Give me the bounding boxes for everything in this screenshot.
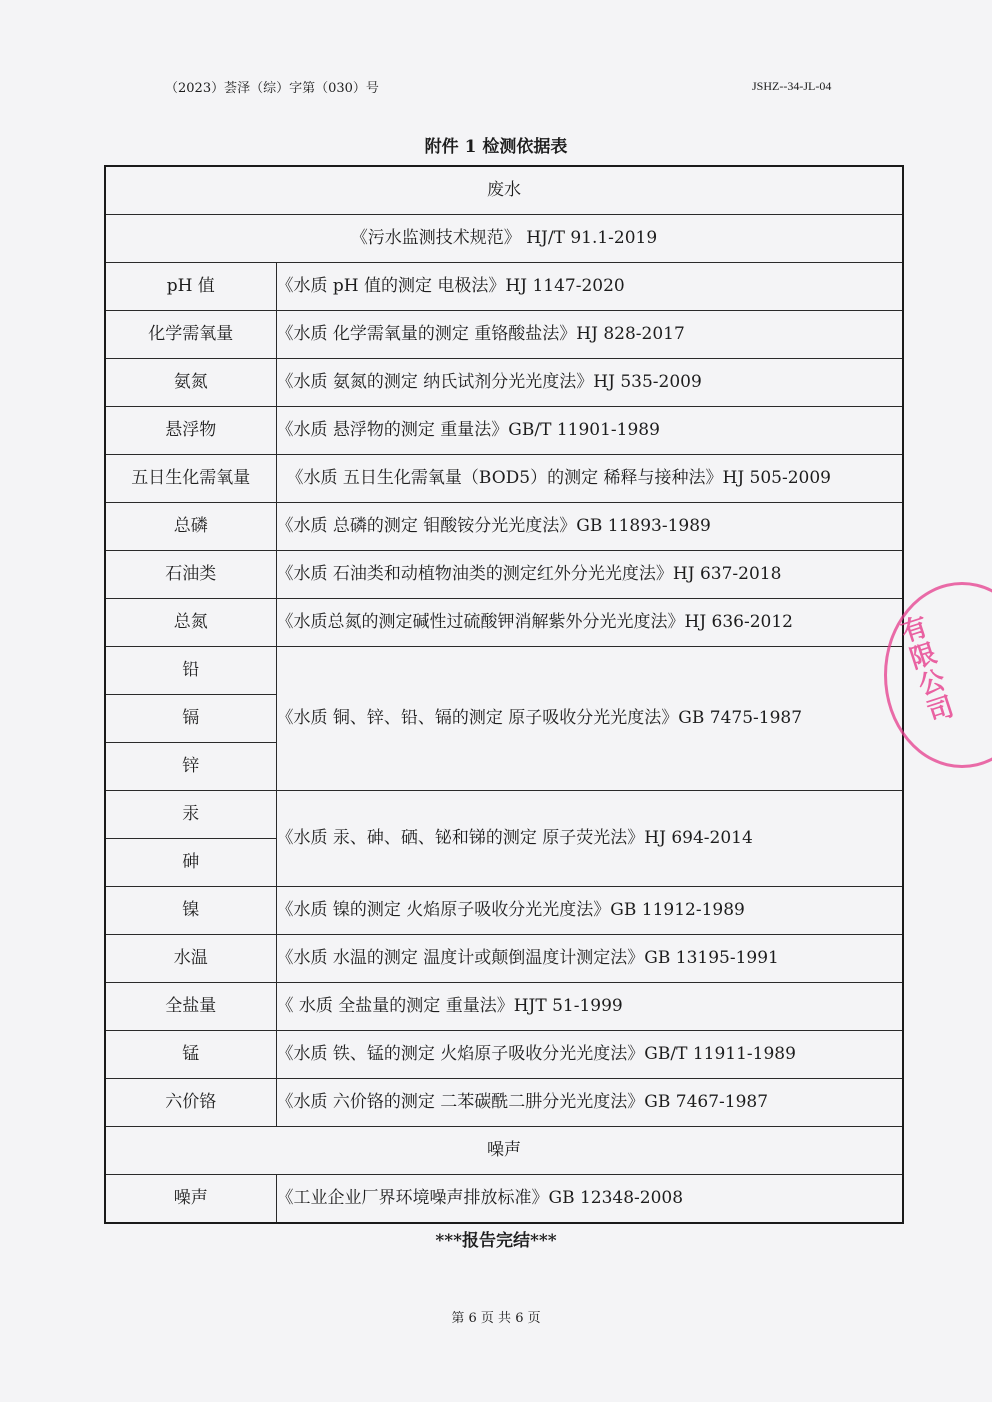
table-row bbox=[105, 887, 903, 935]
item-name: 噪声 bbox=[105, 1175, 276, 1224]
table-row bbox=[105, 311, 903, 359]
item-name: 化学需氧量 bbox=[105, 311, 276, 359]
table-row bbox=[105, 1175, 903, 1224]
method-standard: 《 水质 全盐量的测定 重量法》HJT 51-1999 bbox=[276, 983, 903, 1031]
item-name: 镍 bbox=[105, 887, 276, 935]
method-standard: 《水质 汞、砷、硒、铋和锑的测定 原子荧光法》HJ 694-2014 bbox=[276, 791, 903, 887]
item-name: 氨氮 bbox=[105, 359, 276, 407]
method-standard: 《水质 氨氮的测定 纳氏试剂分光光度法》HJ 535-2009 bbox=[276, 359, 903, 407]
item-name: 石油类 bbox=[105, 551, 276, 599]
item-name: 锰 bbox=[105, 1031, 276, 1079]
table-row bbox=[105, 407, 903, 455]
item-name: 铅 bbox=[105, 647, 276, 695]
section-label-noise: 噪声 bbox=[105, 1127, 903, 1175]
item-name: 水温 bbox=[105, 935, 276, 983]
table-row bbox=[105, 983, 903, 1031]
item-name: 锌 bbox=[105, 743, 276, 791]
item-name: 镉 bbox=[105, 695, 276, 743]
method-standard: 《水质 悬浮物的测定 重量法》GB/T 11901-1989 bbox=[276, 407, 903, 455]
report-number: （2023）荟泽（综）字第（030）号 bbox=[165, 81, 379, 96]
section-row-wastewater bbox=[105, 166, 903, 215]
table-row bbox=[105, 1031, 903, 1079]
method-standard: 《水质 五日生化需氧量（BOD5）的测定 稀释与接种法》HJ 505-2009 bbox=[276, 455, 903, 503]
table-row bbox=[105, 1079, 903, 1127]
item-name: 全盐量 bbox=[105, 983, 276, 1031]
method-standard: 《水质 铜、锌、铅、镉的测定 原子吸收分光光度法》GB 7475-1987 bbox=[276, 647, 903, 791]
method-standard: 《水质 总磷的测定 钼酸铵分光光度法》GB 11893-1989 bbox=[276, 503, 903, 551]
table-row bbox=[105, 791, 903, 839]
method-standard: 《水质 化学需氧量的测定 重铬酸盐法》HJ 828-2017 bbox=[276, 311, 903, 359]
table-row bbox=[105, 551, 903, 599]
seal-text: 有限公司 bbox=[893, 612, 957, 729]
item-name: 悬浮物 bbox=[105, 407, 276, 455]
method-standard: 《水质 水温的测定 温度计或颠倒温度计测定法》GB 13195-1991 bbox=[276, 935, 903, 983]
table-row bbox=[105, 599, 903, 647]
spec-row bbox=[105, 215, 903, 263]
table-row bbox=[105, 263, 903, 311]
report-end-marker: ***报告完结*** bbox=[435, 1231, 557, 1251]
method-standard: 《水质 石油类和动植物油类的测定红外分光光度法》HJ 637-2018 bbox=[276, 551, 903, 599]
item-name: 砷 bbox=[105, 839, 276, 887]
method-standard: 《水质 pH 值的测定 电极法》HJ 1147-2020 bbox=[276, 263, 903, 311]
testing-basis-table bbox=[104, 165, 904, 1224]
table-row bbox=[105, 455, 903, 503]
table-row bbox=[105, 503, 903, 551]
document-code: JSHZ--34-JL-04 bbox=[752, 79, 832, 93]
method-standard: 《水质总氮的测定碱性过硫酸钾消解紫外分光光度法》HJ 636-2012 bbox=[276, 599, 903, 647]
section-label-wastewater: 废水 bbox=[105, 166, 903, 215]
table-row bbox=[105, 935, 903, 983]
item-name: 六价铬 bbox=[105, 1079, 276, 1127]
method-standard: 《水质 六价铬的测定 二苯碳酰二肼分光光度法》GB 7467-1987 bbox=[276, 1079, 903, 1127]
item-name: pH 值 bbox=[105, 263, 276, 311]
monitoring-spec: 《污水监测技术规范》 HJ/T 91.1-2019 bbox=[105, 215, 903, 263]
method-standard: 《水质 镍的测定 火焰原子吸收分光光度法》GB 11912-1989 bbox=[276, 887, 903, 935]
item-name: 五日生化需氧量 bbox=[105, 455, 276, 503]
table-row bbox=[105, 647, 903, 695]
method-standard: 《工业企业厂界环境噪声排放标准》GB 12348-2008 bbox=[276, 1175, 903, 1224]
page-number: 第 6 页 共 6 页 bbox=[451, 1311, 541, 1326]
section-row-noise bbox=[105, 1127, 903, 1175]
page-title: 附件 1 检测依据表 bbox=[424, 137, 568, 157]
table-row bbox=[105, 359, 903, 407]
item-name: 汞 bbox=[105, 791, 276, 839]
item-name: 总磷 bbox=[105, 503, 276, 551]
method-standard: 《水质 铁、锰的测定 火焰原子吸收分光光度法》GB/T 11911-1989 bbox=[276, 1031, 903, 1079]
item-name: 总氮 bbox=[105, 599, 276, 647]
